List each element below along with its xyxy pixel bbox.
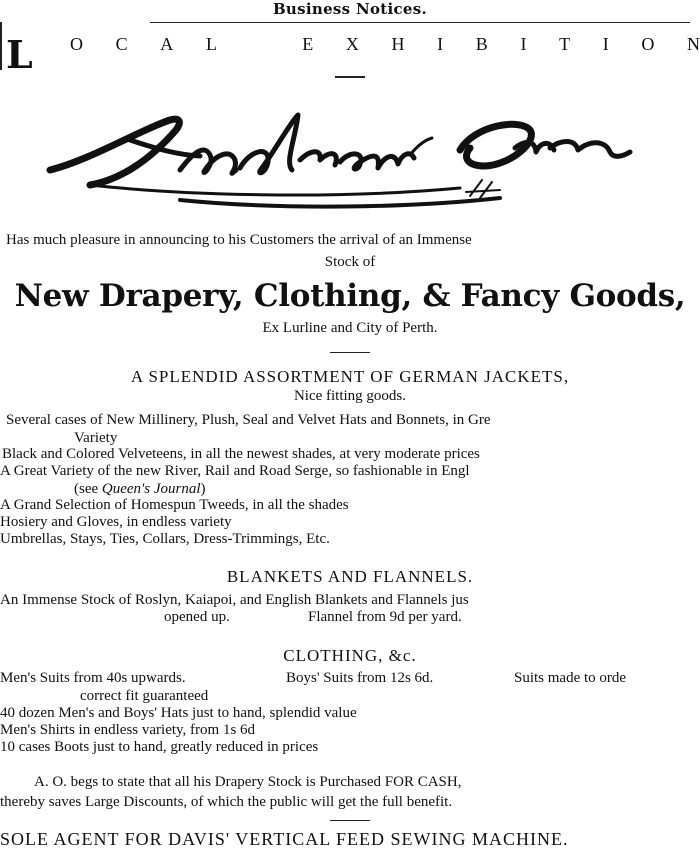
jackets-subheading: Nice fitting goods. — [293, 388, 407, 404]
top-rule — [150, 22, 690, 23]
left-border — [0, 22, 2, 70]
blankets-line: An Immense Stock of Roslyn, Kaiapoi, and English Blankets and Flannels jus — [0, 592, 469, 608]
title-letters — [70, 34, 700, 55]
title-letter: B — [475, 34, 488, 54]
title-letter: N — [687, 34, 700, 54]
title-letter: I — [520, 34, 527, 54]
divider — [335, 76, 365, 78]
serge-note-post: ) — [200, 481, 206, 497]
shirts-line: Men's Shirts in endless variety, from 1s 6d — [0, 722, 256, 738]
intro-line-2: Stock of — [324, 254, 376, 270]
suits-line-c: Suits made to orde — [514, 670, 627, 686]
divider — [330, 820, 370, 821]
title-letter: E — [302, 34, 314, 54]
boots-line: 10 cases Boots just to hand, greatly reduced in prices — [0, 739, 319, 755]
serge-line: A Great Variety of the new River, Rail and Road Serge, so fashionable in Engl — [0, 463, 470, 479]
hats-line: 40 dozen Men's and Boys' Hats just to hand, splendid value — [0, 705, 357, 721]
title-letter: X — [345, 34, 359, 54]
headline: New Drapery, Clothing, & Fancy Goods, — [14, 278, 686, 314]
cash-line-cont: thereby saves Large Discounts, of which the public will get the full benefit. — [0, 794, 453, 810]
source-line: Ex Lurline and City of Perth. — [262, 320, 438, 336]
cash-line: A. O. begs to state that all his Drapery Stock is Purchased FOR CASH, — [34, 774, 462, 790]
blankets-heading: BLANKETS AND FLANNELS. — [226, 567, 474, 586]
umbrellas-line: Umbrellas, Stays, Ties, Collars, Dress-Trimmings, Etc. — [0, 531, 330, 547]
divider — [330, 352, 370, 353]
agent-line: SOLE AGENT FOR DAVIS' VERTICAL FEED SEWING MACHINE. — [0, 829, 569, 849]
suits-line-cont: correct fit guaranteed — [80, 688, 209, 704]
section-header: Business Notices. — [272, 0, 428, 18]
intro-line-1: Has much pleasure in announcing to his Customers the arrival of an Immense — [6, 232, 472, 248]
title-letter: H — [391, 34, 405, 54]
title-letter: I — [437, 34, 444, 54]
millinery-line: Several cases of New Millinery, Plush, Seal and Velvet Hats and Bonnets, in Gre — [6, 412, 491, 428]
signature-logo — [30, 100, 650, 220]
suits-line-a: Men's Suits from 40s upwards. — [0, 670, 186, 686]
title-letter: C — [115, 34, 128, 54]
title-letter: O — [641, 34, 655, 54]
clothing-heading: CLOTHING, &c. — [283, 646, 417, 665]
suits-line-b: Boys' Suits from 12s 6d. — [286, 670, 434, 686]
title-letter: O — [70, 34, 83, 54]
title-letter: I — [602, 34, 609, 54]
jackets-heading: A SPLENDID ASSORTMENT OF GERMAN JACKETS, — [130, 367, 570, 386]
serge-note-pre: (see — [74, 481, 102, 497]
title-letter: T — [559, 34, 571, 54]
blankets-line-cont-a: opened up. — [164, 609, 230, 625]
serge-note-italic: Queen's Journal — [101, 481, 201, 497]
title-letter: A — [160, 34, 174, 54]
velveteens-line: Black and Colored Velveteens, in all the newest shades, at very moderate prices — [2, 446, 480, 462]
blankets-line-cont-b: Flannel from 9d per yard. — [308, 609, 462, 625]
title-letter: L — [205, 34, 217, 54]
hosiery-line: Hosiery and Gloves, in endless variety — [0, 514, 232, 530]
millinery-line-cont: Variety — [74, 430, 118, 446]
tweeds-line: A Grand Selection of Homespun Tweeds, in all the shades — [0, 497, 349, 513]
serge-note — [74, 481, 206, 498]
drop-cap: L — [6, 32, 33, 77]
